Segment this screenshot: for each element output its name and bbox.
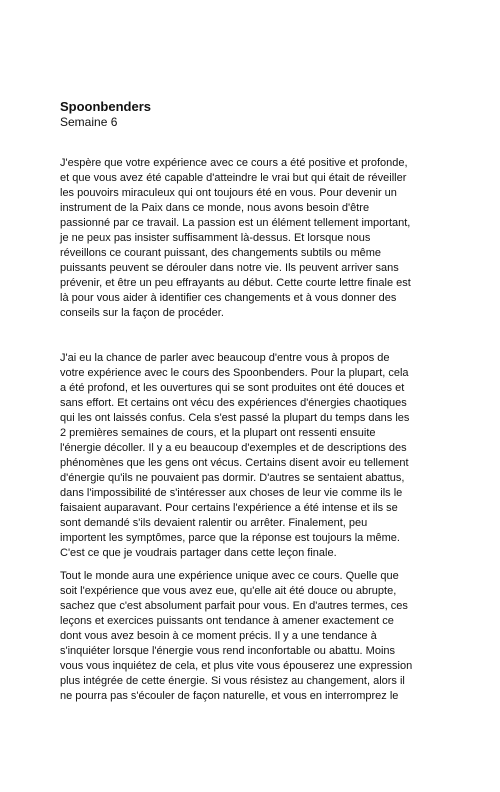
text-line: passionné par ce travail. La passion est un élément tellement important, bbox=[60, 217, 411, 229]
text-line: 2 premières semaines de cours, et la plupart ont ressenti ensuite bbox=[60, 427, 376, 439]
text-line: qui les ont laissés confus. Cela s'est passé la plupart du temps dans les bbox=[60, 412, 410, 424]
document-page bbox=[60, 98, 440, 704]
text-line: faisaient auparavant. Pour certains l'expérience a été intense et ils se bbox=[60, 502, 398, 514]
document-title: Spoonbenders bbox=[60, 99, 152, 114]
text-line: les pouvoirs miraculeux qui ont toujours été en vous. Pour devenir un bbox=[60, 187, 397, 199]
text-line: Tout le monde aura une expérience unique avec ce cours. Quelle que bbox=[60, 570, 399, 582]
text-line: instrument de la Paix dans ce monde, nous avons besoin d'être bbox=[60, 202, 370, 214]
paragraph-2 bbox=[60, 351, 440, 561]
text-line: C'est ce que je voudrais partager dans cette leçon finale. bbox=[60, 547, 337, 559]
text-line: là pour vous aider à identifier ces changements et à vous donner des bbox=[60, 292, 397, 304]
text-line: votre expérience avec le cours des Spoonbenders. Pour la plupart, cela bbox=[60, 367, 409, 379]
text-line: et que vous avez été capable d'atteindre le vrai but qui était de réveiller bbox=[60, 172, 407, 184]
paragraph-1 bbox=[60, 156, 440, 321]
text-line: phénomènes que les gens ont vécus. Certains disent avoir eu tellement bbox=[60, 457, 409, 469]
text-line: dans l'impossibilité de s'intéresser aux choses de leur vie comme ils le bbox=[60, 487, 403, 499]
text-line: d'énergie qu'ils ne pouvaient pas dormir. D'autres se sentaient abattus, bbox=[60, 472, 405, 484]
text-line: dont vous avez besoin à ce moment précis. Il y a une tendance à bbox=[60, 630, 377, 642]
text-line: s'inquiéter lorsque l'énergie vous rend inconfortable ou abattu. Moins bbox=[60, 645, 396, 657]
text-line: ne pourra pas s'écouler de façon naturelle, et vous en interromprez le bbox=[60, 690, 399, 702]
text-line: J'espère que votre expérience avec ce cours a été positive et profonde, bbox=[60, 157, 408, 169]
text-line: puissants peuvent se dérouler dans notre vie. Ils peuvent arriver sans bbox=[60, 262, 399, 274]
text-line: prévenir, et être un peu effrayants au début. Cette courte lettre finale est bbox=[60, 277, 411, 289]
text-line: l'énergie décoller. Il y a eu beaucoup d'exemples et de descriptions des bbox=[60, 442, 407, 454]
text-line: importent les symptômes, parce que la réponse est toujours la même. bbox=[60, 532, 400, 544]
document-subtitle: Semaine 6 bbox=[60, 115, 118, 129]
text-line: vous vous inquiétez de cela, et plus vite vous épouserez une expression bbox=[60, 660, 413, 672]
paragraph-3 bbox=[60, 569, 440, 704]
text-line: leçons et exercices puissants ont tendance à amener exactement ce bbox=[60, 615, 394, 627]
text-line: plus intégrée de cette énergie. Si vous résistez au changement, alors il bbox=[60, 675, 405, 687]
text-line: je ne peux pas insister suffisamment là-dessus. Et lorsque nous bbox=[60, 232, 371, 244]
text-line: réveillons ce courant puissant, des changements subtils ou même bbox=[60, 247, 382, 259]
text-line: soit l'expérience que vous avez eue, qu'elle ait été douce ou abrupte, bbox=[60, 585, 397, 597]
text-line: conseils sur la façon de procéder. bbox=[60, 307, 224, 319]
text-line: a été profond, et les ouvertures qui se sont produites ont été douces et bbox=[60, 382, 405, 394]
text-line: sont demandé s'ils devaient ralentir ou arrêter. Finalement, peu bbox=[60, 517, 368, 529]
text-line: sans effort. Et certains ont vécu des expériences d'énergies chaotiques bbox=[60, 397, 407, 409]
text-line: sachez que c'est absolument parfait pour vous. En d'autres termes, ces bbox=[60, 600, 408, 612]
text-line: J'ai eu la chance de parler avec beaucoup d'entre vous à propos de bbox=[60, 352, 390, 364]
